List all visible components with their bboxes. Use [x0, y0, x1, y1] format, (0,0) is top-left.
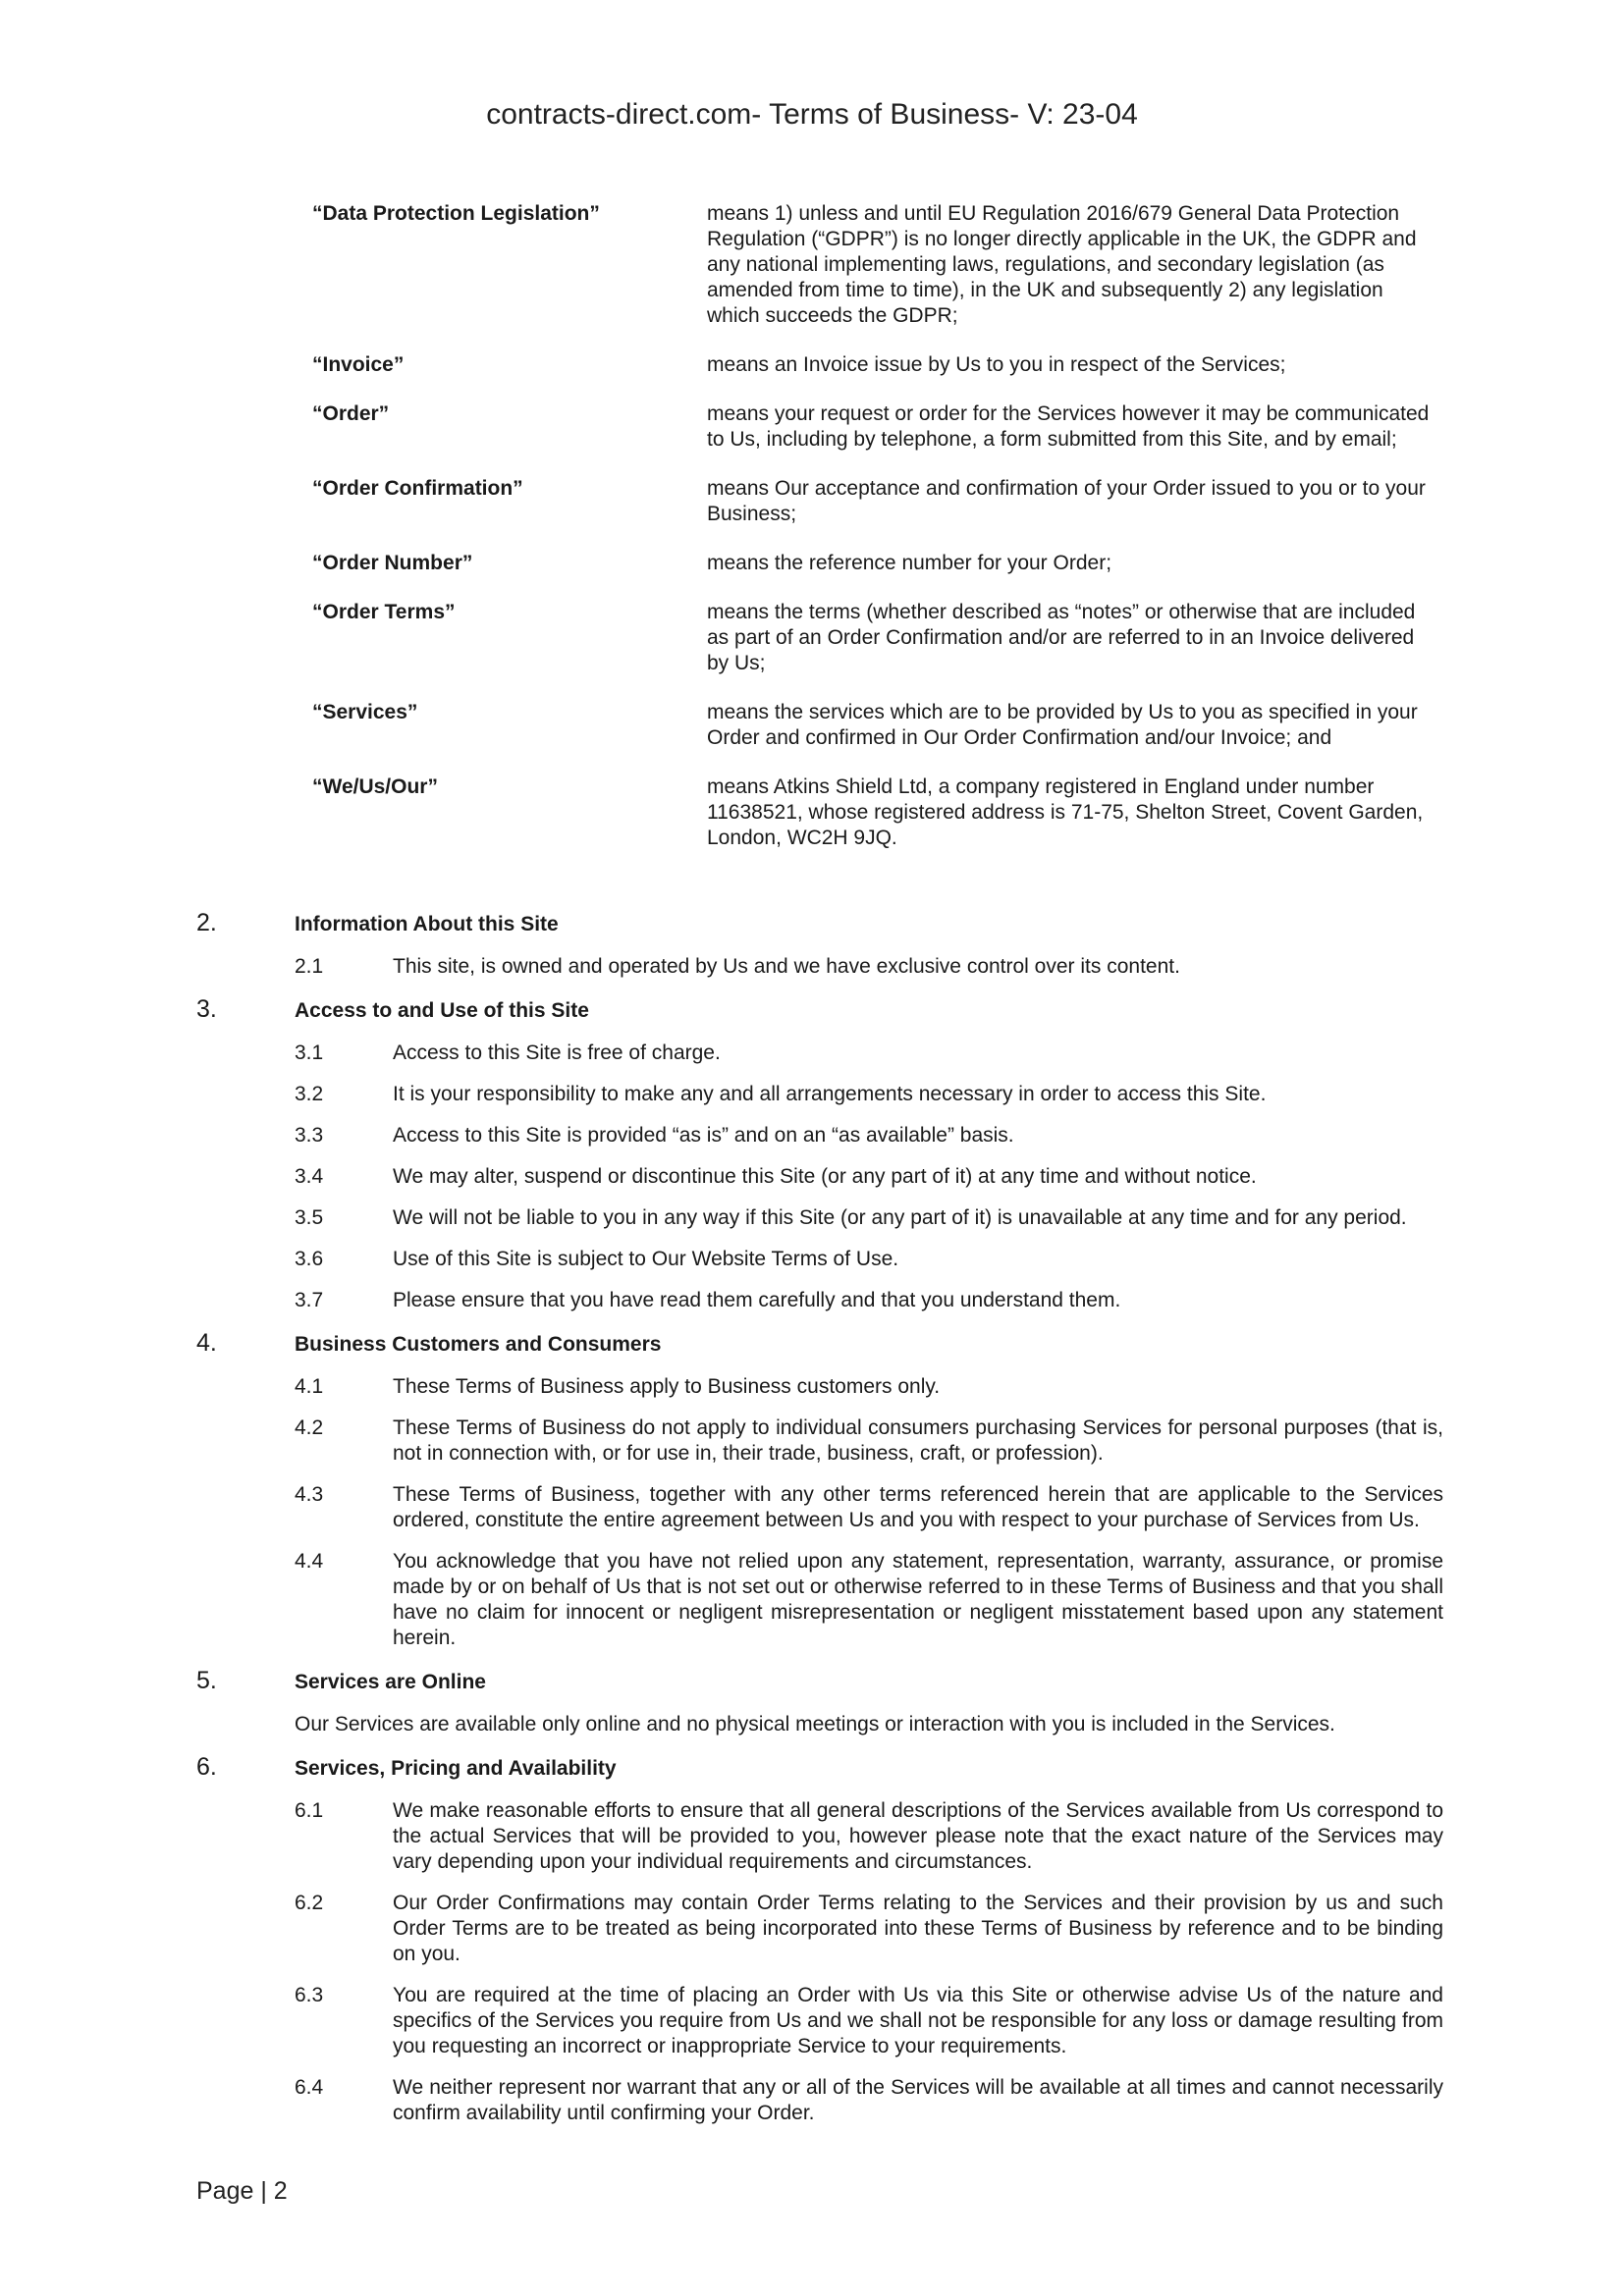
- clause-number: 3.3: [295, 1124, 324, 1147]
- clause-text: We will not be liable to you in any way if this Site (or any part of it) is unavailable at any time and for any period.: [393, 1206, 1407, 1229]
- definition-meaning: means an Invoice issue by Us to you in respect of the Services;: [707, 353, 1286, 376]
- clause-text: These Terms of Business do not apply to individual consumers purchasing Services for personal purposes (that is, not in connection with, or for use in, their trade, business, craft, or profession).: [393, 1416, 1443, 1465]
- clause-text: Access to this Site is free of charge.: [393, 1041, 721, 1064]
- clause: [295, 954, 1443, 980]
- definition-term: “Data Protection Legislation”: [312, 202, 600, 225]
- clause-number: 3.1: [295, 1041, 324, 1064]
- clause-text: We make reasonable efforts to ensure that all general descriptions of the Services available from Us correspond to the actual Services that will be provided to you, however please note that the exact nature of the Services may vary depending upon your individual requirements and circumstances.: [393, 1799, 1443, 1873]
- definition-term: “Order”: [312, 402, 390, 425]
- clause: [295, 1041, 1443, 1066]
- clause-number: 3.2: [295, 1083, 324, 1105]
- clause: [295, 1482, 1443, 1533]
- clause-number: 3.4: [295, 1165, 324, 1188]
- clause-text: Use of this Site is subject to Our Website Terms of Use.: [393, 1248, 899, 1270]
- page-number: Page | 2: [196, 2177, 288, 2205]
- section-title: Services, Pricing and Availability: [295, 1757, 617, 1780]
- clause-number: 4.4: [295, 1550, 324, 1573]
- clause: [295, 1205, 1443, 1231]
- definition-item: [312, 700, 1441, 751]
- section-title: Business Customers and Consumers: [295, 1333, 662, 1356]
- section-heading: [196, 1667, 1443, 1696]
- definition-meaning: means the reference number for your Order;: [707, 552, 1112, 574]
- definition-meaning: means Our acceptance and confirmation of your Order issued to you or to your Business;: [707, 477, 1426, 525]
- definition-item: [312, 201, 1441, 329]
- clause-text: These Terms of Business, together with any other terms referenced herein that are applicable to the Services ordered, constitute the entire agreement between Us and you with respect to your purchase of Services from Us.: [393, 1483, 1443, 1531]
- definition-item: [312, 476, 1441, 527]
- section-paragraph: Our Services are available only online and no physical meetings or interaction with you is included in the Services.: [295, 1713, 1335, 1735]
- clause: [295, 2075, 1443, 2126]
- clause: [295, 1549, 1443, 1651]
- clause-number: 6.3: [295, 1984, 324, 2006]
- definition-term: “We/Us/Our”: [312, 775, 438, 798]
- section-number: 3.: [196, 995, 217, 1023]
- definition-item: [312, 401, 1441, 453]
- clause-number: 4.2: [295, 1416, 324, 1439]
- clause-number: 3.5: [295, 1206, 324, 1229]
- clause-number: 6.4: [295, 2076, 324, 2099]
- clause: [295, 1374, 1443, 1400]
- section-heading: [196, 995, 1443, 1025]
- clause-text: These Terms of Business apply to Business customers only.: [393, 1375, 941, 1398]
- section-title: Access to and Use of this Site: [295, 999, 589, 1022]
- section-number: 5.: [196, 1667, 217, 1694]
- definition-term: “Order Confirmation”: [312, 477, 523, 500]
- clause: [295, 1164, 1443, 1190]
- clause-text: We may alter, suspend or discontinue this Site (or any part of it) at any time and without notice.: [393, 1165, 1257, 1188]
- definition-item: [312, 600, 1441, 676]
- section-number: 2.: [196, 909, 217, 936]
- clause: [295, 1891, 1443, 1967]
- clause-number: 2.1: [295, 955, 324, 978]
- definition-term: “Services”: [312, 701, 418, 723]
- section-title: Information About this Site: [295, 913, 559, 935]
- definition-meaning: means the terms (whether described as “notes” or otherwise that are included as part of an Order Confirmation and/or are referred to in an Invoice delivered by Us;: [707, 601, 1416, 674]
- definitions-list: [312, 201, 1441, 875]
- clause-number: 6.2: [295, 1892, 324, 1914]
- clause-number: 6.1: [295, 1799, 324, 1822]
- definition-term: “Order Terms”: [312, 601, 456, 623]
- clause: [295, 1247, 1443, 1272]
- clause-text: It is your responsibility to make any and all arrangements necessary in order to access this Site.: [393, 1083, 1267, 1105]
- section-heading: [196, 1753, 1443, 1783]
- clause: [295, 1983, 1443, 2059]
- clause: [295, 1288, 1443, 1313]
- clause-number: 4.1: [295, 1375, 324, 1398]
- clause-text: This site, is owned and operated by Us and we have exclusive control over its content.: [393, 955, 1180, 978]
- clause: [295, 1415, 1443, 1467]
- definition-meaning: means your request or order for the Services however it may be communicated to Us, including by telephone, a form submitted from this Site, and by email;: [707, 402, 1430, 451]
- section-number: 4.: [196, 1329, 217, 1357]
- section-heading: [196, 909, 1443, 938]
- clause-number: 4.3: [295, 1483, 324, 1506]
- definition-term: “Order Number”: [312, 552, 473, 574]
- definition-meaning: means the services which are to be provided by Us to you as specified in your Order and confirmed in Our Order Confirmation and/our Invoice; and: [707, 701, 1418, 749]
- definition-meaning: means Atkins Shield Ltd, a company registered in England under number 11638521, whose registered address is 71-75, Shelton Street, Covent Garden, London, WC2H 9JQ.: [707, 775, 1424, 849]
- clause-number: 3.6: [295, 1248, 324, 1270]
- definition-item: [312, 352, 1441, 378]
- clause-text: Access to this Site is provided “as is” and on an “as available” basis.: [393, 1124, 1014, 1147]
- document-header: contracts-direct.com- Terms of Business- V: 23-04: [486, 98, 1138, 131]
- clause-text: You are required at the time of placing an Order with Us via this Site or otherwise advise Us of the nature and specifics of the Services you require from Us and we shall not be responsible for any loss or damage resulting from you requesting an incorrect or inappropriate Service to your requirements.: [393, 1984, 1443, 2057]
- clause-text: We neither represent nor warrant that any or all of the Services will be available at all times and cannot necessarily confirm availability until confirming your Order.: [393, 2076, 1443, 2124]
- sections: [196, 909, 1443, 2142]
- definition-meaning: means 1) unless and until EU Regulation 2016/679 General Data Protection Regulation (“GDPR”) is no longer directly applicable in the UK, the GDPR and any national implementing laws, regulations, and secondary legislation (as amended from time to time), in the UK and subsequently 2) any legislation which succeeds the GDPR;: [707, 202, 1417, 327]
- definition-term: “Invoice”: [312, 353, 405, 376]
- clause-text: Our Order Confirmations may contain Order Terms relating to the Services and their provision by us and such Order Terms are to be treated as being incorporated into these Terms of Business by reference and to be binding on you.: [393, 1892, 1443, 1965]
- section-title: Services are Online: [295, 1671, 486, 1693]
- clause: [295, 1123, 1443, 1148]
- definition-item: [312, 551, 1441, 576]
- clause-number: 3.7: [295, 1289, 324, 1311]
- clause-text: You acknowledge that you have not relied upon any statement, representation, warranty, assurance, or promise made by or on behalf of Us that is not set out or otherwise referred to in these Terms of Business and that you shall have no claim for innocent or negligent misrepresentation or negligent misstatement based upon any statement herein.: [393, 1550, 1443, 1649]
- clause-text: Please ensure that you have read them carefully and that you understand them.: [393, 1289, 1121, 1311]
- section-heading: [196, 1329, 1443, 1359]
- clause: [295, 1082, 1443, 1107]
- definition-item: [312, 774, 1441, 851]
- clause: [295, 1798, 1443, 1875]
- section-number: 6.: [196, 1753, 217, 1781]
